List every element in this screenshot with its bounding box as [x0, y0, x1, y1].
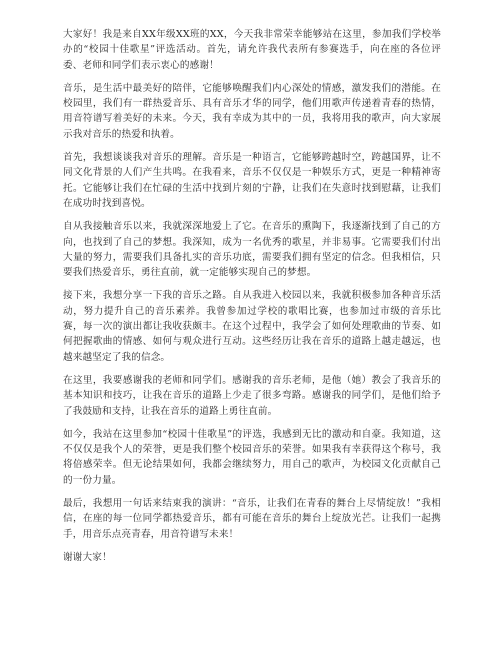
- paragraph-conclusion: 最后，我想用一句话来结束我的演讲：“音乐，让我们在青春的舞台上尽情绽放！”我相信，在座的每一位同学都热爱音乐，都有可能在音乐的舞台上绽放光芒。让我们一起携手，用音乐点亮青春，用音符谱写未来！: [63, 498, 441, 540]
- paragraph-music-companion: 音乐，是生活中最美好的陪伴，它能够唤醒我们内心深处的情感，激发我们的潜能。在校园里，我们有一群热爱音乐、具有音乐才华的同学，他们用歌声传递着青春的热情，用音符谱写着美好的未来。今天，我有幸成为其中的一员，我将用我的歌声，向大家展示我对音乐的热爱和执着。: [63, 82, 441, 140]
- paragraph-love-of-music: 自从我接触音乐以来，我就深深地爱上了它。在音乐的熏陶下，我逐渐找到了自己的方向，也找到了自己的梦想。我深知，成为一名优秀的歌星，并非易事。它需要我们付出大量的努力，需要我们具备扎实的音乐功底，需要我们拥有坚定的信念。但我相信，只要我们热爱音乐，勇往直前，就一定能够实现自己的梦想。: [63, 221, 441, 279]
- speech-document: [63, 27, 441, 573]
- paragraph-closing: 谢谢大家！: [63, 551, 112, 563]
- paragraph-music-journey: 接下来，我想分享一下我的音乐之路。自从我进入校园以来，我就积极参加各种音乐活动，努力提升自己的音乐素养。我曾参加过学校的歌唱比赛，也参加过市级的音乐比赛，每一次的演出都让我收获颇丰。在这个过程中，我学会了如何处理歌曲的节奏、如何把握歌曲的情感、如何与观众进行互动。这些经历让我在音乐的道路上越走越远，也越来越坚定了我的信念。: [63, 290, 441, 363]
- paragraph-understanding: 首先，我想谈谈我对音乐的理解。音乐是一种语言，它能够跨越时空，跨越国界，让不同文化背景的人们产生共鸣。在我看来，音乐不仅仅是一种娱乐方式，更是一种精神寄托。它能够让我们在忙碌的生活中找到片刻的宁静，让我们在失意时找到慰藉，让我们在成功时找到喜悦。: [63, 152, 441, 209]
- paragraph-opening: 大家好！我是来自XX年级XX班的XX，今天我非常荣幸能够站在这里，参加我们学校举办的“校园十佳歌星”评选活动。首先，请允许我代表所有参赛选手，向在座的各位评委、老师和同学们表示衷心的感谢！: [63, 29, 441, 71]
- paragraph-competition: 如今，我站在这里参加“校园十佳歌星”的评选，我感到无比的激动和自豪。我知道，这不仅仅是我个人的荣誉，更是我们整个校园音乐的荣誉。如果我有幸获得这个称号，我将倍感荣幸。但无论结果如何，我都会继续努力，用自己的歌声，为校园文化贡献自己的一份力量。: [63, 428, 441, 486]
- paragraph-thanks: 在这里，我要感谢我的老师和同学们。感谢我的音乐老师，是他（她）教会了我音乐的基本知识和技巧，让我在音乐的道路上少走了很多弯路。感谢我的同学们，是他们给予了我鼓励和支持，让我在音乐的道路上勇往直前。: [63, 374, 441, 417]
